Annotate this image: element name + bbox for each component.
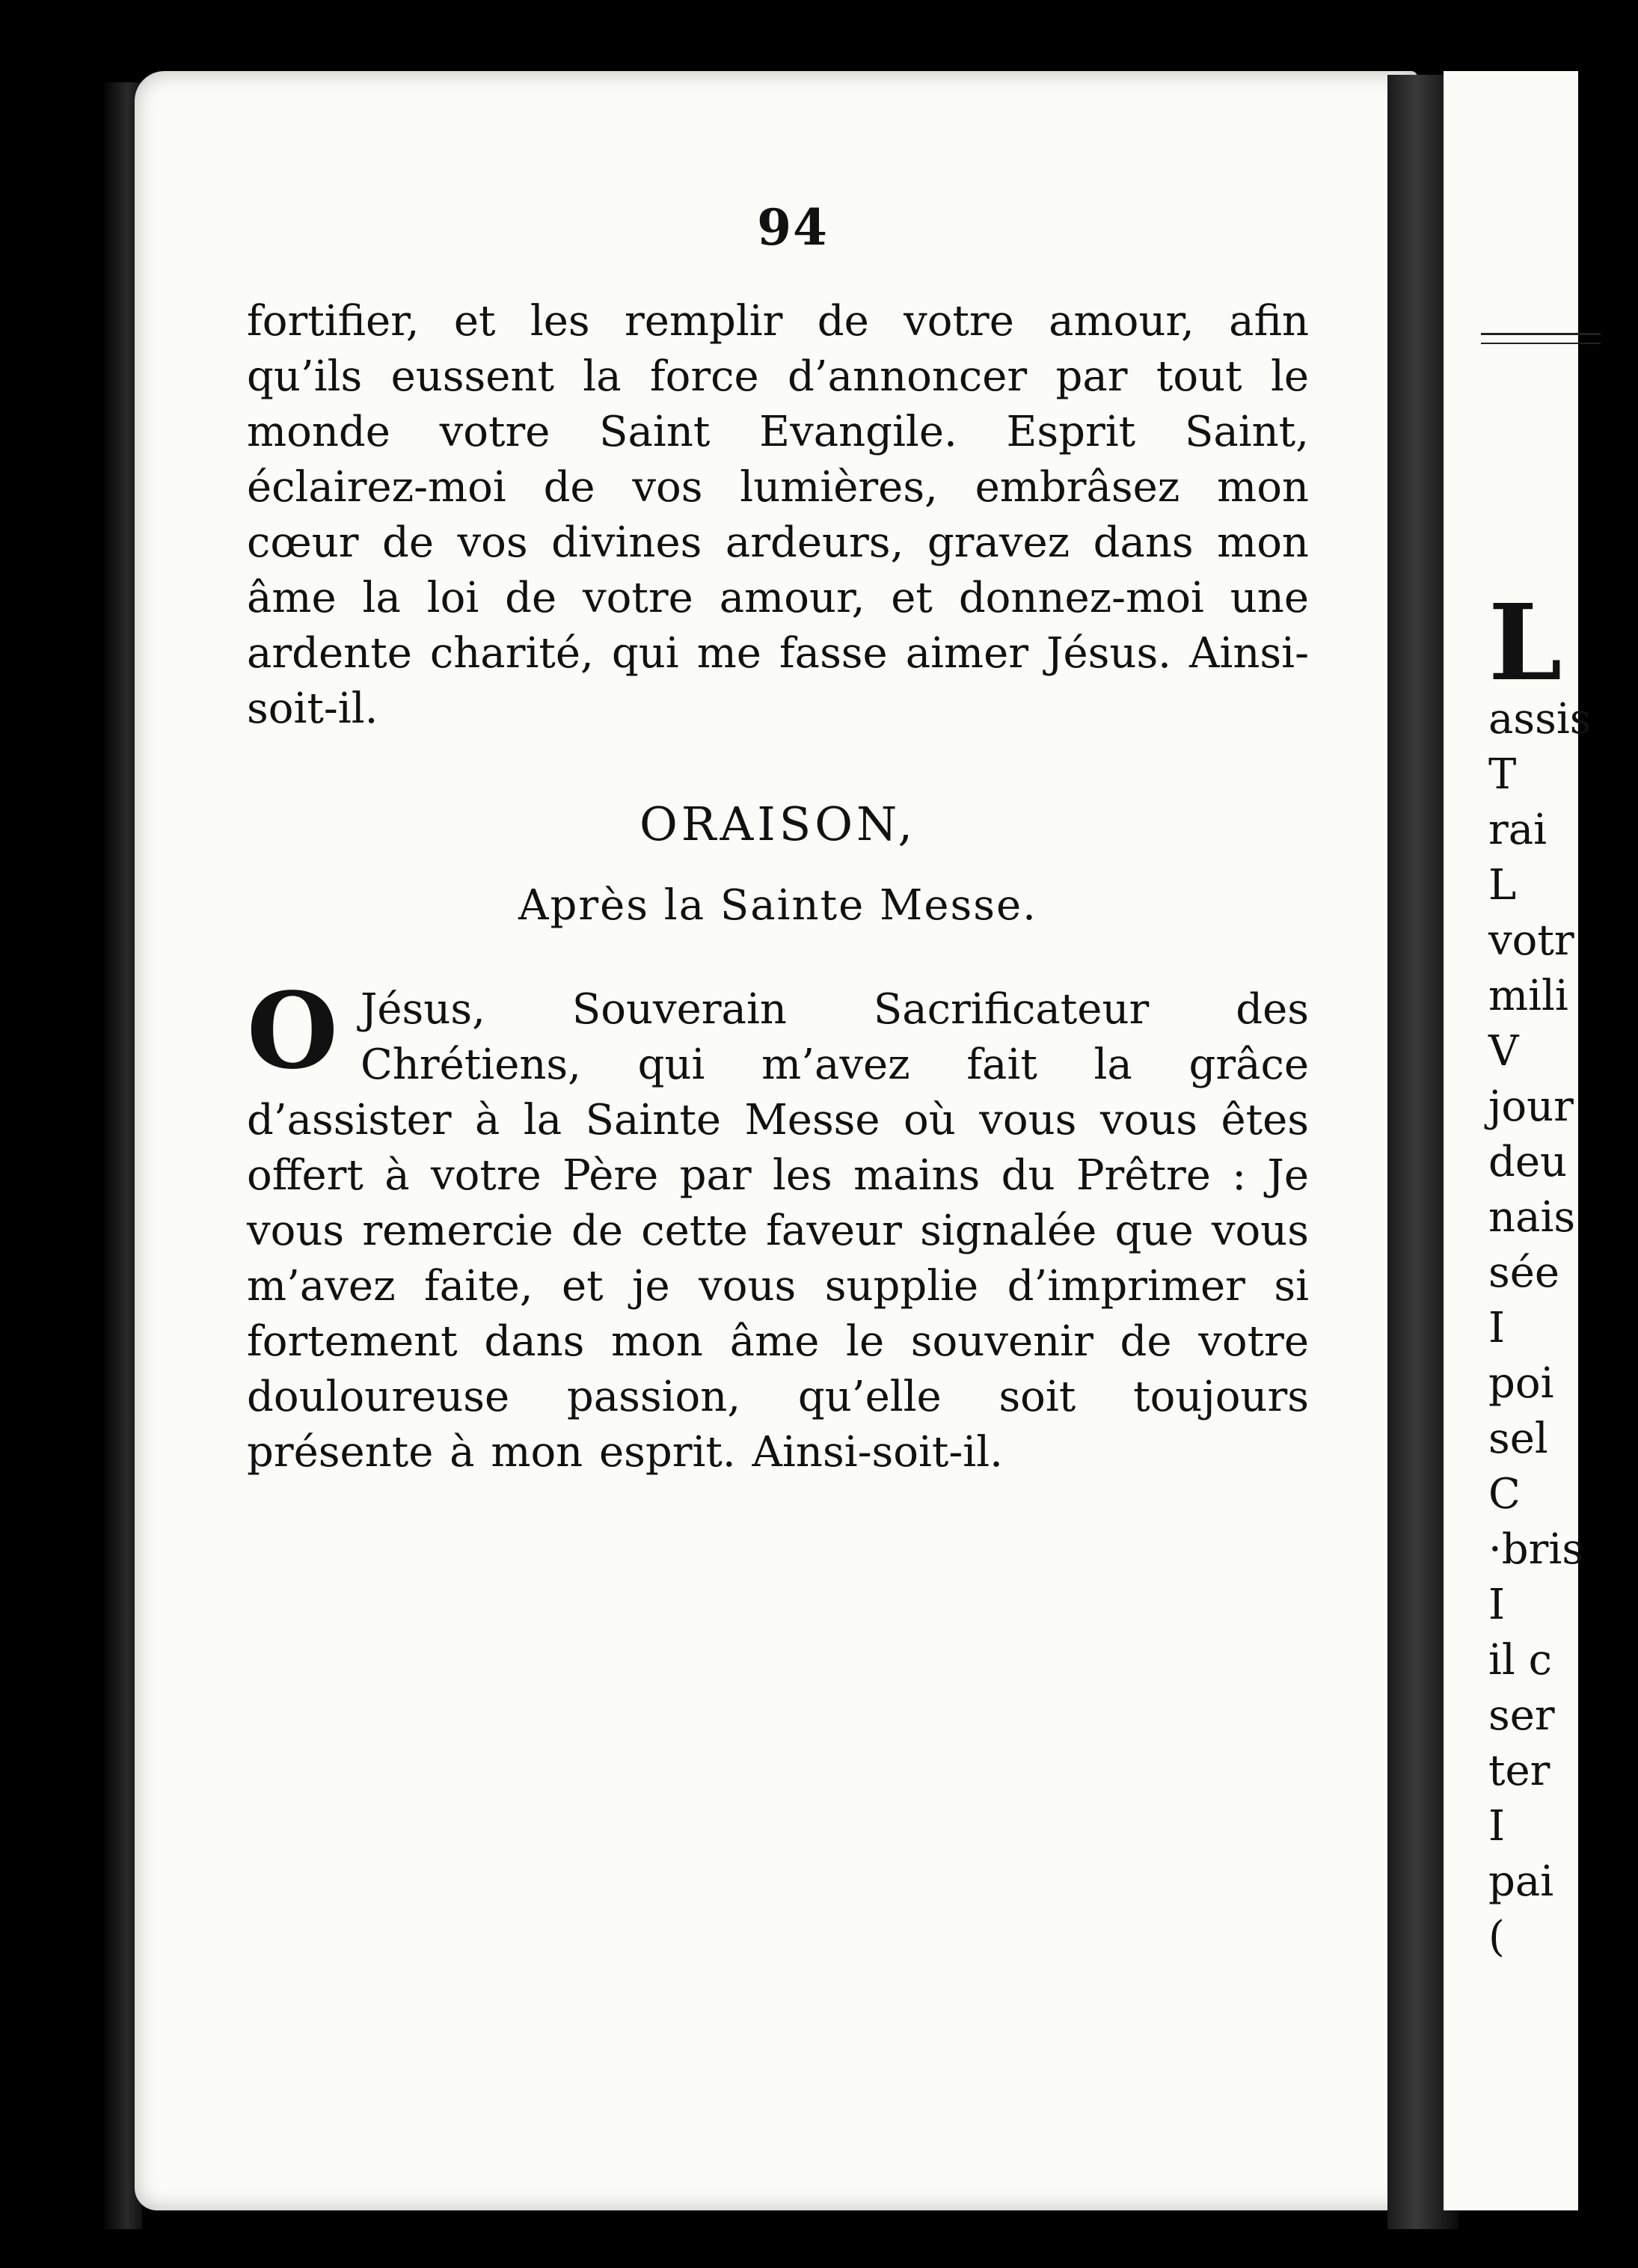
drop-cap-initial: O (247, 970, 338, 1093)
facing-page-rule (1481, 333, 1601, 344)
section-subheading: Après la Sainte Messe. (518, 881, 1037, 930)
facing-page-line: mili (1488, 972, 1568, 1020)
facing-page-line: T (1488, 750, 1517, 799)
facing-page-line: ter (1488, 1747, 1550, 1795)
left-page (135, 71, 1417, 2210)
facing-page-line: I (1488, 1802, 1506, 1851)
facing-page-line: votr (1488, 916, 1574, 965)
page-number: 94 (757, 198, 829, 257)
facing-page-line: rai (1488, 806, 1547, 854)
facing-page-line: il c (1488, 1636, 1552, 1685)
facing-page-line: poi (1488, 1359, 1554, 1408)
facing-page-line: L (1488, 861, 1517, 910)
page-content (247, 198, 1309, 1480)
prayer-paragraph-continued: fortifier, et les remplir de votre amour, afin qu’ils eussent la force d’annoncer par tout le monde votre Saint Evangile. Esprit Saint, éclairez-moi de vos lumières, embrâsez mon cœur de vos divines ardeurs, gravez dans mon âme la loi de votre amour, et donnez-moi une ardente charité, qui me fasse aimer Jésus. Ainsi-soit-il. (247, 297, 1309, 733)
facing-page-drop-cap: L (1488, 582, 1562, 705)
prayer-text: Jésus, Souverain Sacrificateur des Chrétiens, qui m’avez fait la grâce d’assister à la Sainte Messe où vous vous êtes offert à votre Père par les mains du Prêtre : Je vous remercie de cette faveur signalée que vous m’avez faite, et je vous supplie d’imprimer si fortement dans mon âme le souvenir de votre douloureuse passion, qu’elle soit toujours présente à mon esprit. Ainsi-soit-il. (247, 985, 1309, 1477)
facing-page-line: ( (1488, 1913, 1505, 1961)
facing-page-line: I (1488, 1304, 1506, 1352)
facing-page-line: jour (1488, 1082, 1574, 1131)
facing-page-line: pai (1488, 1857, 1554, 1906)
facing-page-line: ·bris (1488, 1525, 1584, 1574)
section-heading: ORAISON, (639, 797, 917, 851)
facing-page-lines (1488, 692, 1638, 1965)
prayer-paragraph (247, 970, 1309, 1480)
facing-page-line: assis (1488, 695, 1592, 744)
facing-page-line: ser (1488, 1691, 1555, 1740)
facing-page-line: nais (1488, 1193, 1576, 1242)
facing-page-line: V (1488, 1027, 1519, 1076)
facing-page-line: deu (1488, 1138, 1568, 1186)
facing-page-line: I (1488, 1581, 1506, 1629)
facing-page-text (1488, 582, 1638, 1965)
facing-page-line: C (1488, 1470, 1521, 1518)
facing-page-line: sée (1488, 1248, 1560, 1297)
facing-page-line: sel (1488, 1415, 1548, 1463)
facing-page-fragment (1444, 71, 1592, 2210)
